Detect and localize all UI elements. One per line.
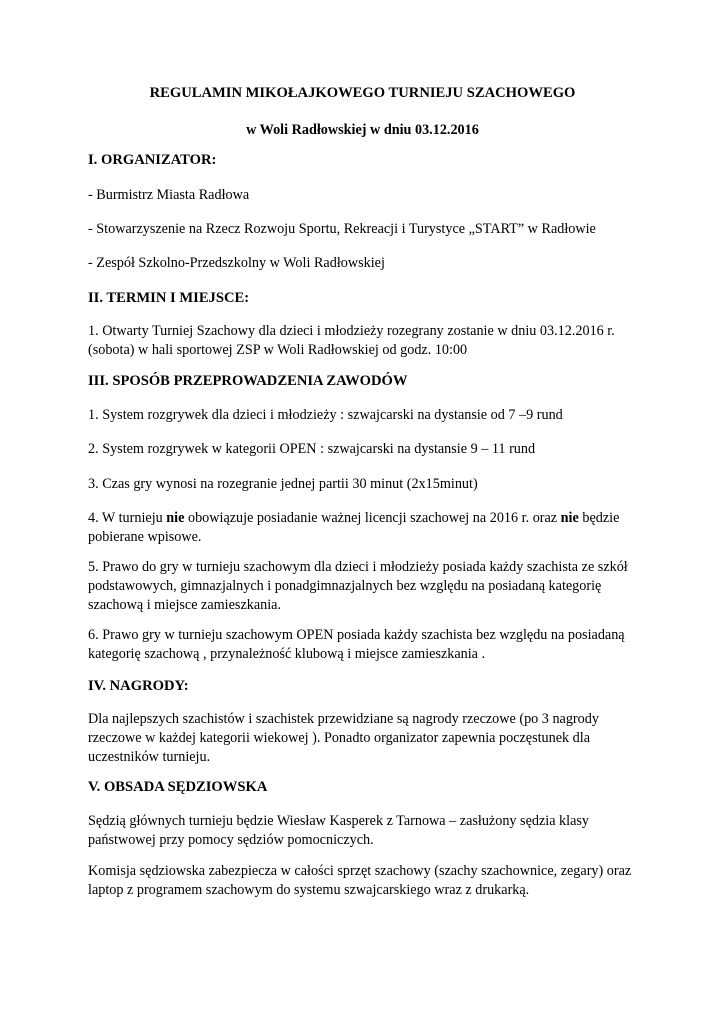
section-rules-heading: III. SPOSÓB PRZEPROWADZENIA ZAWODÓW [88,373,408,389]
organizer-item: - Burmistrz Miasta Radłowa [88,187,250,203]
organizer-item: - Stowarzyszenie na Rzecz Rozwoju Sportu, Rekreacji i Turystyce „START” w Radłowie [88,221,596,237]
rules-paragraph-3: 3. Czas gry wynosi na rozegranie jednej partii 30 minut (2x15minut) [88,476,478,492]
emphasis-nie: nie [166,510,185,526]
rules-paragraph-4-text: będzie pobierane wpisowe. [88,510,620,545]
rules-paragraph-2: 2. System rozgrywek w kategorii OPEN : szwajcarski na dystansie 9 – 11 rund [88,441,536,457]
section-referees-heading: V. OBSADA SĘDZIOWSKA [88,779,268,795]
section-date-place-heading: II. TERMIN I MIEJSCE: [88,290,250,306]
section-prizes-heading: IV. NAGRODY: [88,678,189,694]
emphasis-nie: nie [560,510,579,526]
document-subtitle: w Woli Radłowskiej w dniu 03.12.2016 [246,122,479,138]
rules-paragraph-4-text: 4. W turnieju [88,510,167,526]
rules-paragraph-4-text: obowiązuje posiadanie ważnej licencji szachowej na 2016 r. oraz [184,510,561,526]
organizer-item: - Zespół Szkolno-Przedszkolny w Woli Radłowskiej [88,255,385,271]
referees-paragraph-2: Komisja sędziowska zabezpiecza w całości sprzęt szachowy (szachy szachownice, zegary) oraz laptop z programem szachowym do systemu szwajcarskiego wraz z drukarką. [88,863,632,898]
date-place-paragraph: 1. Otwarty Turniej Szachowy dla dzieci i młodzieży rozegrany zostanie w dniu 03.12.2016 r. (sobota) w hali sportowej ZSP w Woli Radłowskiej od godz. 10:00 [88,323,615,358]
rules-paragraph-6: 6. Prawo gry w turnieju szachowym OPEN posiada każdy szachista bez względu na posiadaną kategorię szachową , przynależność klubową i miejsce zamieszkania . [88,627,625,662]
section-organizer-heading: I. ORGANIZATOR: [88,152,217,168]
rules-paragraph-4 [88,509,648,547]
referees-paragraph-1: Sędzią głównych turnieju będzie Wiesław Kasperek z Tarnowa – zasłużony sędzia klasy państwowej przy pomocy sędziów pomocniczych. [88,813,590,848]
document-title: REGULAMIN MIKOŁAJKOWEGO TURNIEJU SZACHOWEGO [149,85,576,101]
rules-paragraph-1: 1. System rozgrywek dla dzieci i młodzieży : szwajcarski na dystansie od 7 –9 rund [88,407,563,423]
prizes-paragraph: Dla najlepszych szachistów i szachistek przewidziane są nagrody rzeczowe (po 3 nagrody rzeczowe w każdej kategorii wiekowej ). Ponadto organizator zapewnia poczęstunek dla uczestników turnieju. [88,711,599,765]
rules-paragraph-5: 5. Prawo do gry w turnieju szachowym dla dzieci i młodzieży posiada każdy szachista ze szkół podstawowych, gimnazjalnych i ponadgimnazjalnych bez względu na posiadaną kategorię szachową i miejsce zamieszkania. [88,559,628,613]
